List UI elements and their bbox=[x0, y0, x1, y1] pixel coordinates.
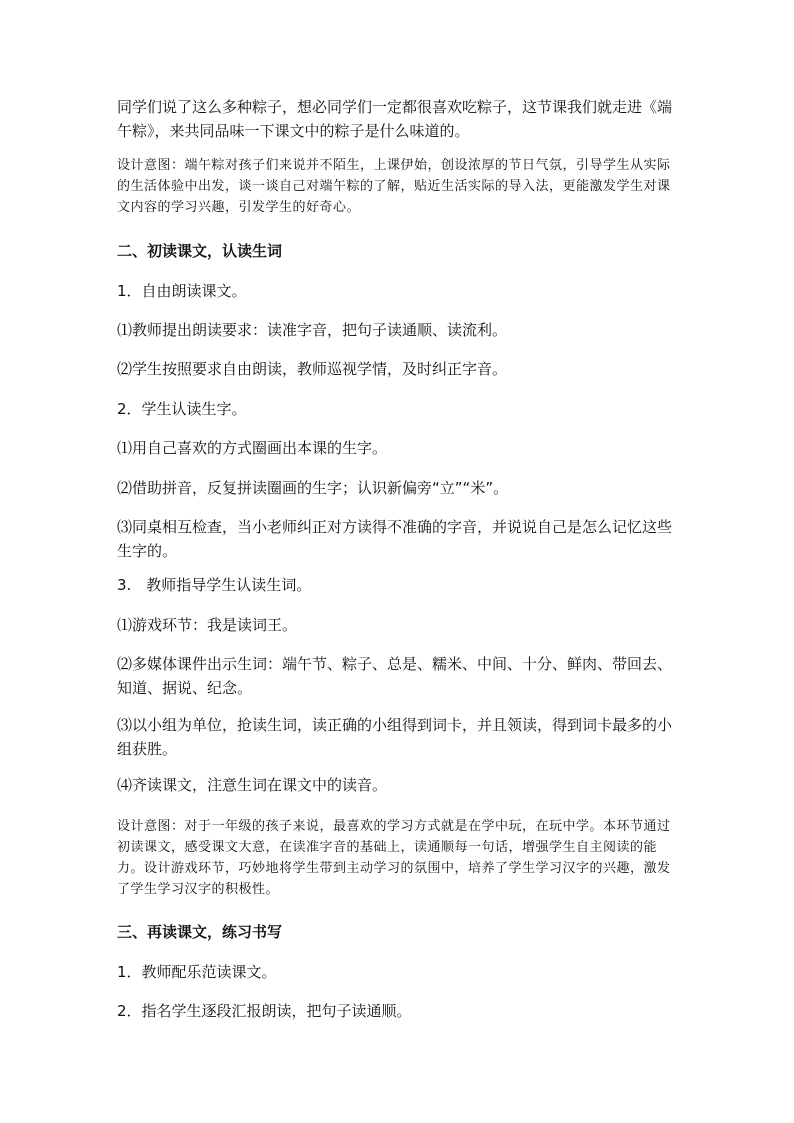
list-item: ⑵多媒体课件出示生词：端午节、粽子、总是、糯米、中间、十分、鲜肉、带回去、知道、据说、纪念。 bbox=[117, 655, 673, 697]
list-item: 1．自由朗读课文。 bbox=[117, 282, 247, 300]
list-item: ⑷齐读课文，注意生词在课文中的读音。 bbox=[117, 776, 388, 794]
list-item: 2．指名学生逐段汇报朗读，把句子读通顺。 bbox=[117, 1002, 412, 1020]
section-heading-2: 二、初读课文，认读生词 bbox=[117, 242, 283, 260]
design-intent-note-1: 设计意图：端午粽对孩子们来说并不陌生，上课伊始，创设浓厚的节日气氛，引导学生从实际的生活体验中出发，谈一谈自己对端午粽的了解，贴近生活实际的导入法，更能激发学生对课文内容的学习兴趣，引发学生的好奇心。 bbox=[117, 158, 671, 215]
section-heading-3: 三、再读课文，练习书写 bbox=[117, 923, 283, 941]
list-item: 1．教师配乐范读课文。 bbox=[117, 963, 277, 981]
intro-paragraph: 同学们说了这么多种粽子，想必同学们一定都很喜欢吃粽子，这节课我们就走进《端午粽》，来共同品味一下课文中的粽子是什么味道的。 bbox=[117, 98, 673, 140]
list-item: ⑵借助拼音，反复拼读圈画的生字；认识新偏旁“立”“米”。 bbox=[117, 479, 509, 497]
list-item: ⑴用自己喜欢的方式圈画出本课的生字。 bbox=[117, 439, 388, 457]
list-item: ⑴教师提出朗读要求：读准字音，把句子读通顺、读流利。 bbox=[117, 321, 508, 339]
list-item: ⑶以小组为单位，抢读生词，读正确的小组得到词卡，并且领读，得到词卡最多的小组获胜。 bbox=[117, 716, 673, 758]
list-item: ⑴游戏环节：我是读词王。 bbox=[117, 616, 298, 634]
design-intent-note-2: 设计意图：对于一年级的孩子来说，最喜欢的学习方式就是在学中玩，在玩中学。本环节通过初读课文，感受课文大意，在读准字音的基础上，读通顺每一句话，增强学生自主阅读的能力。设计游戏环节，巧妙地将学生带到主动学习的氛围中，培养了学生学习汉字的兴趣，激发了学生学习汉字的积极性。 bbox=[117, 819, 671, 897]
list-item: ⑵学生按照要求自由朗读，教师巡视学情，及时纠正字音。 bbox=[117, 360, 508, 378]
list-item: 2．学生认读生字。 bbox=[117, 400, 247, 418]
list-item: ⑶同桌相互检查，当小老师纠正对方读得不准确的字音，并说说自己是怎么记忆这些生字的。 bbox=[117, 518, 673, 560]
list-item: 3. 教师指导学生认读生词。 bbox=[117, 576, 312, 594]
